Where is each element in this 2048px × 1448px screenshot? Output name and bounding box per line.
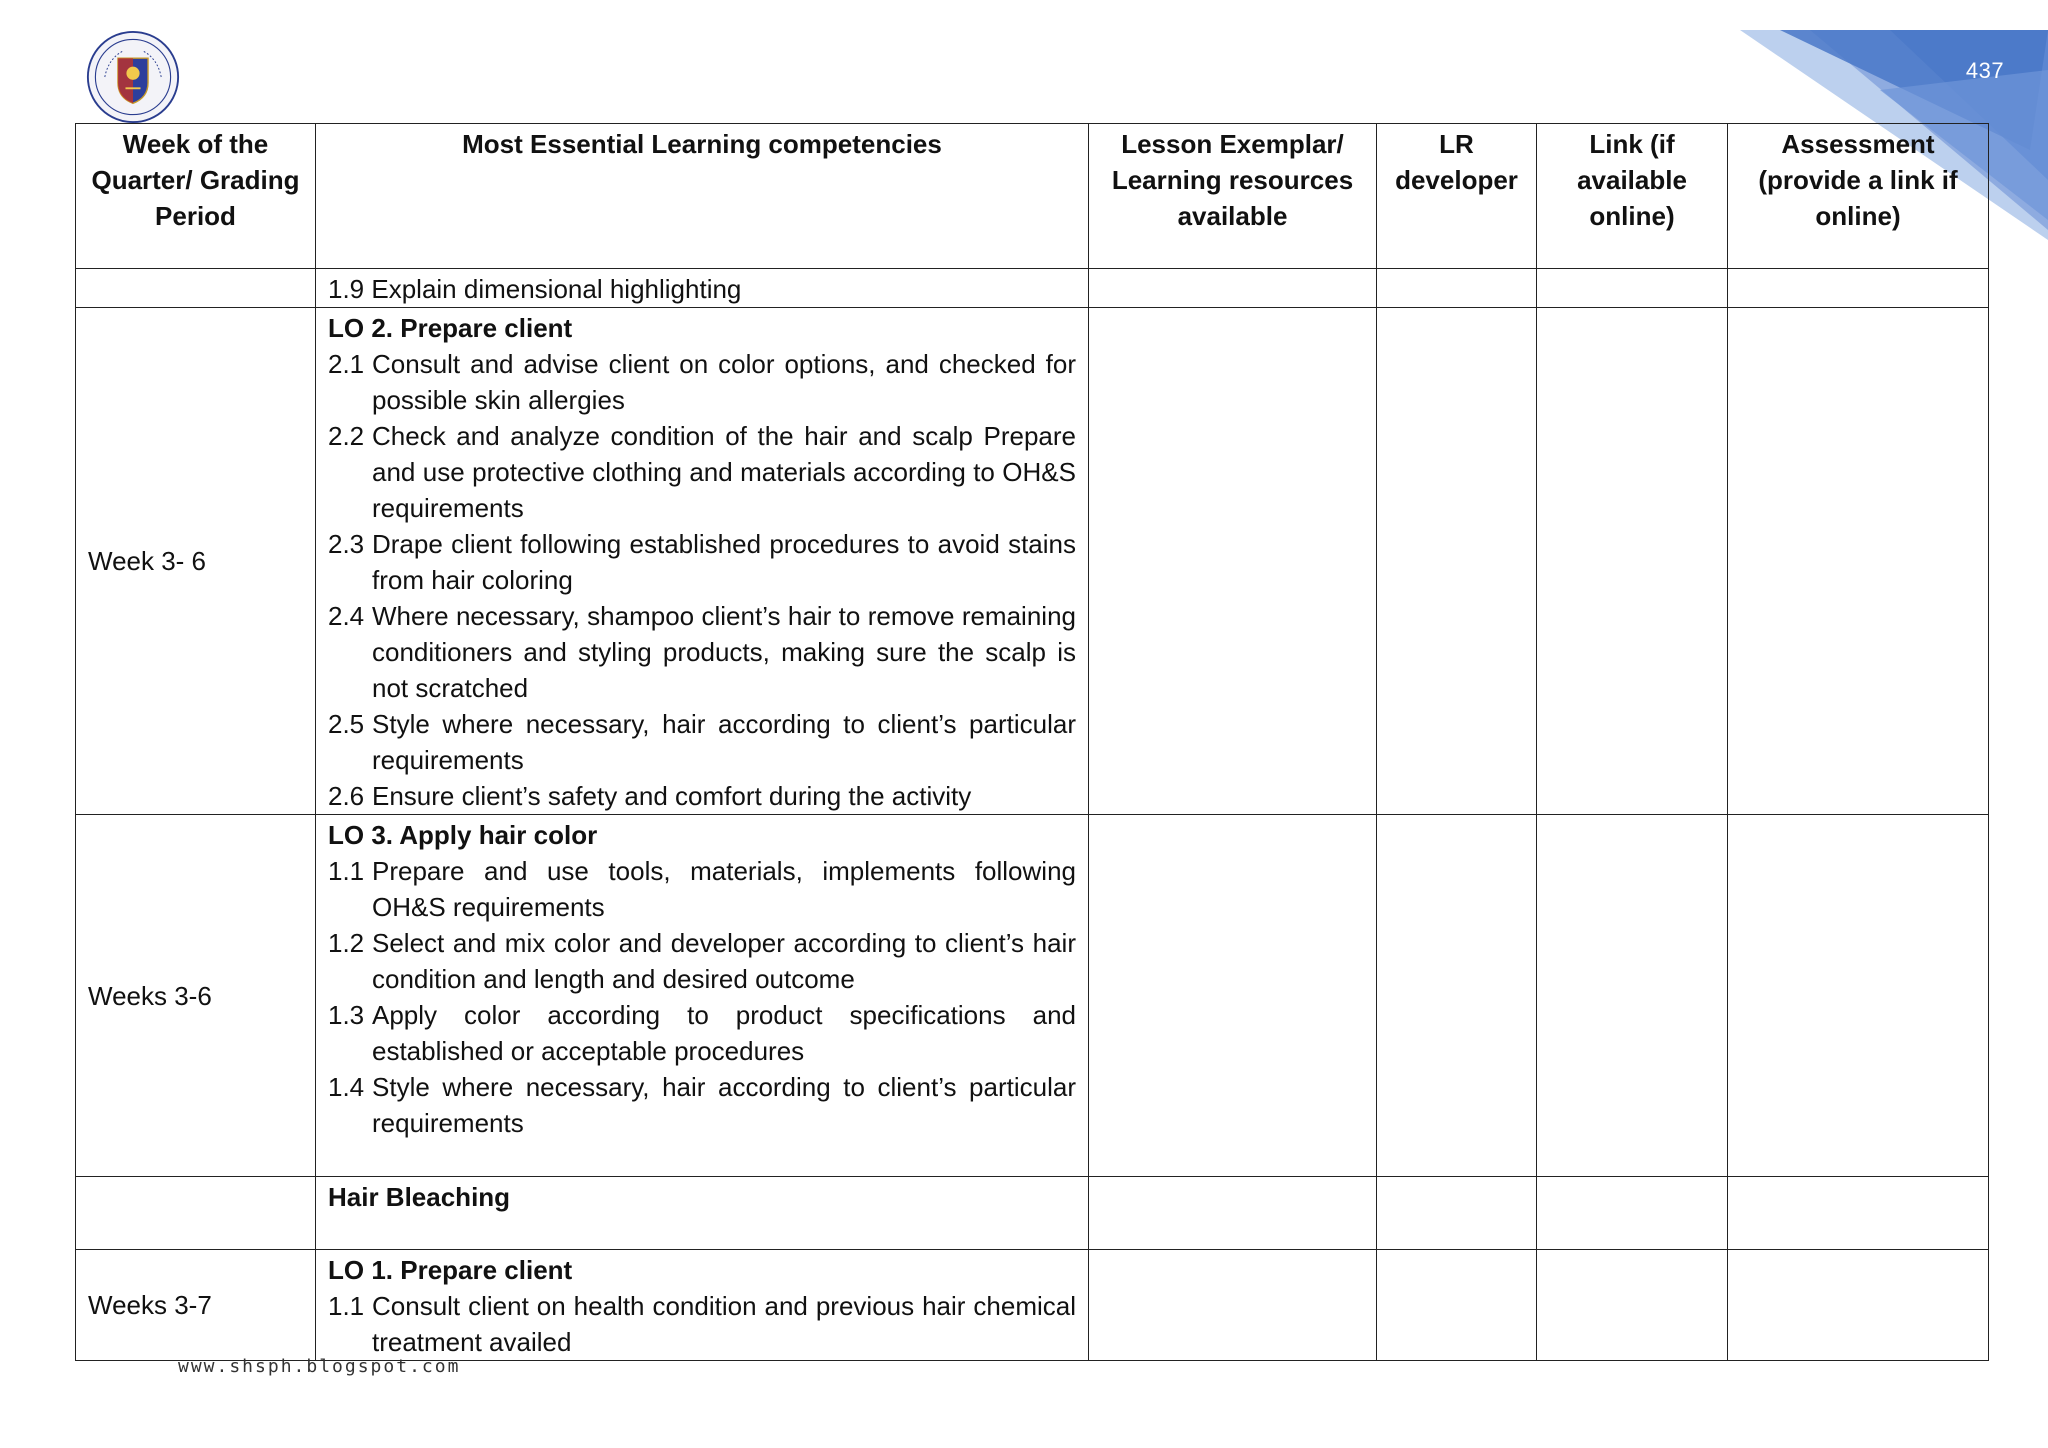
item-text: Consult client on health condition and previous hair chemical treatment availed — [372, 1291, 1076, 1357]
link-cell — [1537, 308, 1728, 815]
learning-outcome-heading: LO 1. Prepare client — [328, 1255, 573, 1285]
lr-developer-cell — [1377, 815, 1537, 1177]
link-cell — [1537, 1177, 1728, 1250]
item-text: Select and mix color and developer according to client’s hair condition and length and desired outcome — [372, 928, 1076, 994]
column-header-assessment: Assessment (provide a link if online) — [1728, 124, 1989, 269]
item-text: Style where necessary, hair according to client’s particular requirements — [372, 709, 1076, 775]
assessment-cell — [1728, 1250, 1989, 1361]
item-text: Where necessary, shampoo client’s hair to remove remaining conditioners and styling products, making sure the scalp is not scratched — [372, 601, 1076, 703]
item-text: Apply color according to product specifications and established or acceptable procedures — [372, 1000, 1076, 1066]
link-cell — [1537, 269, 1728, 308]
table-row — [76, 269, 1989, 308]
item-number: 2.4 — [328, 601, 365, 631]
lesson-exemplar-cell — [1089, 815, 1377, 1177]
footer-url: www.shsph.blogspot.com — [178, 1356, 461, 1377]
item-number: 2.3 — [328, 529, 365, 559]
item-number: 2.1 — [328, 349, 365, 379]
lesson-exemplar-cell — [1089, 1250, 1377, 1361]
lr-developer-cell — [1377, 308, 1537, 815]
competency-item — [328, 1288, 1076, 1360]
item-number: 1.1 — [328, 1291, 365, 1321]
competency-item — [328, 346, 1076, 418]
week-cell: Weeks 3-7 — [76, 1250, 316, 1361]
item-number: 2.5 — [328, 709, 365, 739]
column-header-competencies: Most Essential Learning competencies — [316, 124, 1089, 269]
competency-item — [328, 1069, 1076, 1141]
competency-table — [75, 123, 1989, 1361]
item-number: 1.4 — [328, 1072, 365, 1102]
item-number: 2.6 — [328, 781, 365, 811]
deped-seal-icon — [86, 30, 180, 124]
page-number: 437 — [1965, 58, 2005, 83]
competency-cell — [316, 1250, 1089, 1361]
column-header-link: Link (if available online) — [1537, 124, 1728, 269]
table-row — [76, 308, 1989, 815]
competency-item — [328, 853, 1076, 925]
item-text: Check and analyze condition of the hair and scalp Prepare and use protective clothing and materials according to OH&S requirements — [372, 421, 1076, 523]
lesson-exemplar-cell — [1089, 308, 1377, 815]
learning-outcome-heading: LO 2. Prepare client — [328, 313, 573, 343]
assessment-cell — [1728, 269, 1989, 308]
item-text: Style where necessary, hair according to client’s particular requirements — [372, 1072, 1076, 1138]
table-row — [76, 1250, 1989, 1361]
item-text: Drape client following established procedures to avoid stains from hair coloring — [372, 529, 1076, 595]
table-row — [76, 815, 1989, 1177]
competency-item — [328, 418, 1076, 526]
competency-item — [328, 778, 1076, 814]
table-row — [76, 1177, 1989, 1250]
lr-developer-cell — [1377, 1250, 1537, 1361]
competency-cell — [316, 269, 1089, 308]
competency-cell — [316, 815, 1089, 1177]
competency-item — [328, 526, 1076, 598]
week-cell: Weeks 3-6 — [76, 815, 316, 1177]
week-cell: Week 3- 6 — [76, 308, 316, 815]
column-header-week: Week of the Quarter/ Grading Period — [76, 124, 316, 269]
learning-outcome-heading: LO 3. Apply hair color — [328, 820, 598, 850]
competency-item: 1.9 Explain dimensional highlighting — [328, 274, 742, 304]
competency-cell — [316, 1177, 1089, 1250]
link-cell — [1537, 1250, 1728, 1361]
column-header-lr-developer: LR developer — [1377, 124, 1537, 269]
item-number: 1.2 — [328, 928, 365, 958]
competency-cell — [316, 308, 1089, 815]
lesson-exemplar-cell — [1089, 1177, 1377, 1250]
assessment-cell — [1728, 815, 1989, 1177]
assessment-cell — [1728, 308, 1989, 815]
competency-item — [328, 997, 1076, 1069]
competency-item — [328, 706, 1076, 778]
item-text: Ensure client’s safety and comfort during the activity — [372, 781, 972, 811]
lr-developer-cell — [1377, 269, 1537, 308]
item-text: Consult and advise client on color options, and checked for possible skin allergies — [372, 349, 1076, 415]
lesson-exemplar-cell — [1089, 269, 1377, 308]
link-cell — [1537, 815, 1728, 1177]
section-heading: Hair Bleaching — [328, 1182, 511, 1212]
item-number: 1.1 — [328, 856, 365, 886]
lr-developer-cell — [1377, 1177, 1537, 1250]
column-header-lesson-exemplar: Lesson Exemplar/ Learning resources available — [1089, 124, 1377, 269]
assessment-cell — [1728, 1177, 1989, 1250]
item-number: 2.2 — [328, 421, 365, 451]
week-cell — [76, 1177, 316, 1250]
table-header-row — [76, 124, 1989, 269]
competency-item — [328, 598, 1076, 706]
item-number: 1.3 — [328, 1000, 365, 1030]
item-text: Prepare and use tools, materials, implements following OH&S requirements — [372, 856, 1076, 922]
week-cell — [76, 269, 316, 308]
competency-item — [328, 925, 1076, 997]
